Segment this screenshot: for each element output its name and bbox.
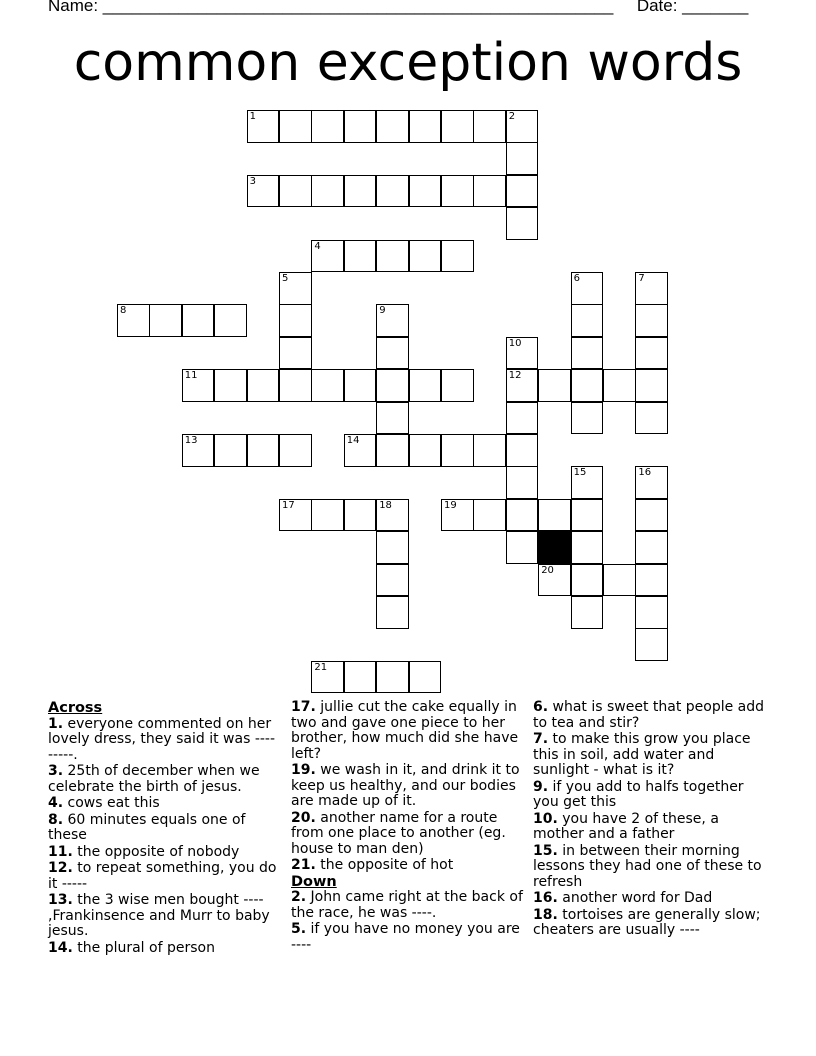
clue xyxy=(48,796,280,812)
clue-number: 9. xyxy=(533,778,549,795)
page-title: common exception words xyxy=(73,33,743,93)
clue-text: jullie cut the cake equally in two and gave one piece to her brother, how much did she have left? xyxy=(291,699,519,762)
grid-cell[interactable] xyxy=(571,272,604,305)
grid-cell[interactable] xyxy=(473,434,506,467)
clue xyxy=(48,717,280,764)
grid-cell[interactable] xyxy=(376,337,409,370)
clue-number: 10. xyxy=(533,810,558,827)
grid-cell[interactable] xyxy=(409,175,442,208)
clue-text: if you have no money you are ---- xyxy=(291,921,520,953)
grid-cell[interactable] xyxy=(441,240,474,273)
grid-cell[interactable] xyxy=(279,369,312,402)
cell-number: 15 xyxy=(573,467,587,479)
grid-cell[interactable] xyxy=(376,110,409,143)
clue xyxy=(48,845,280,861)
clue-number: 1. xyxy=(48,715,64,732)
clue xyxy=(291,858,523,874)
grid-cell[interactable] xyxy=(311,661,344,694)
grid-cell[interactable] xyxy=(506,434,539,467)
clue-text: John came right at the back of the race, he was ----. xyxy=(291,889,523,921)
clue-number: 12. xyxy=(48,860,73,876)
date-field[interactable]: Date: _______ xyxy=(636,0,749,15)
grid-cell[interactable] xyxy=(506,337,539,370)
cell-number: 7 xyxy=(638,273,645,284)
clue-text: 25th of december when we celebrate the birth of jesus. xyxy=(48,763,260,795)
grid-cell[interactable] xyxy=(506,207,539,240)
grid-cell[interactable] xyxy=(473,175,506,208)
grid-cell[interactable] xyxy=(376,175,409,208)
grid-cell[interactable] xyxy=(214,304,247,337)
grid-cell[interactable] xyxy=(279,175,312,208)
grid-cell[interactable] xyxy=(635,304,668,337)
grid-cell[interactable] xyxy=(538,564,571,597)
grid-cell[interactable] xyxy=(376,402,409,435)
clue-number: 6. xyxy=(533,699,549,715)
grid-cell[interactable] xyxy=(247,434,280,467)
clue-number: 3. xyxy=(48,763,64,779)
grid-cell[interactable] xyxy=(571,596,604,629)
clue-number: 19. xyxy=(291,762,316,778)
grid-cell[interactable] xyxy=(635,628,668,661)
grid-cell[interactable] xyxy=(571,499,604,532)
grid-cell[interactable] xyxy=(311,240,344,273)
grid-cell[interactable] xyxy=(344,240,377,273)
grid-cell[interactable] xyxy=(311,110,344,143)
cell-number: 11 xyxy=(184,370,198,382)
clue-number: 2. xyxy=(291,889,307,905)
clue xyxy=(48,941,280,957)
grid-cell[interactable] xyxy=(344,110,377,143)
grid-cell[interactable] xyxy=(279,272,312,305)
clue-number: 17. xyxy=(291,699,316,715)
clues-column-3 xyxy=(533,700,769,940)
grid-cell[interactable] xyxy=(376,304,409,337)
grid-cell[interactable] xyxy=(279,304,312,337)
grid-cell[interactable] xyxy=(344,434,377,467)
grid-cell[interactable] xyxy=(311,499,344,532)
clue xyxy=(291,922,523,953)
grid-cell[interactable] xyxy=(441,175,474,208)
cell-number: 6 xyxy=(573,273,580,284)
grid-cell[interactable] xyxy=(571,402,604,435)
clue-number: 16. xyxy=(533,890,558,906)
grid-cell[interactable] xyxy=(506,499,539,532)
grid-cell[interactable] xyxy=(311,369,344,402)
grid-cell[interactable] xyxy=(506,531,539,564)
clues-column-1 xyxy=(48,700,280,957)
clue-number: 14. xyxy=(48,939,73,956)
cell-number: 20 xyxy=(541,564,554,576)
clue-text: everyone commented on her lovely dress, they said it was ---------. xyxy=(48,715,276,763)
clue-number: 11. xyxy=(48,843,73,860)
grid-cell[interactable] xyxy=(506,142,539,175)
grid-cell[interactable] xyxy=(506,402,539,435)
grid-cell[interactable] xyxy=(344,369,377,402)
clue-text: what is sweet that people add to tea and stir? xyxy=(533,699,765,731)
clues-column-2 xyxy=(291,700,523,954)
grid-cell[interactable] xyxy=(311,175,344,208)
grid-cell[interactable] xyxy=(635,499,668,532)
grid-cell[interactable] xyxy=(376,369,409,402)
grid-cell[interactable] xyxy=(376,531,409,564)
clue xyxy=(48,861,280,892)
clue-number: 20. xyxy=(291,809,316,826)
clue-text: the opposite of hot xyxy=(315,857,454,873)
grid-cell[interactable] xyxy=(603,564,636,597)
grid-cell[interactable] xyxy=(344,661,377,694)
grid-cell[interactable] xyxy=(279,337,312,370)
cell-number: 2 xyxy=(508,111,516,122)
clue-text: another name for a route from one place to another (eg. house to man den) xyxy=(291,809,506,857)
grid-cell[interactable] xyxy=(441,499,474,532)
grid-cell[interactable] xyxy=(635,369,668,402)
clue xyxy=(533,700,769,731)
clue-number: 13. xyxy=(48,892,73,908)
grid-cell[interactable] xyxy=(635,402,668,435)
grid-cell[interactable] xyxy=(409,661,442,694)
clue xyxy=(533,732,769,779)
clue-text: another word for Dad xyxy=(557,890,713,906)
clue xyxy=(533,780,769,811)
grid-cell[interactable] xyxy=(376,434,409,467)
clue-number: 18. xyxy=(533,906,558,923)
grid-cell[interactable] xyxy=(571,337,604,370)
clue-text: the 3 wise men bought ---- ,Frankinsence and Murr to baby jesus. xyxy=(48,892,270,939)
grid-cell[interactable] xyxy=(473,110,506,143)
clue xyxy=(48,813,280,844)
cell-number: 17 xyxy=(282,499,295,511)
grid-cell[interactable] xyxy=(149,304,182,337)
grid-cell[interactable] xyxy=(635,564,668,597)
grid-cell[interactable] xyxy=(409,434,442,467)
grid-cell[interactable] xyxy=(538,499,571,532)
grid-cell[interactable] xyxy=(571,531,604,564)
grid-cell[interactable] xyxy=(376,240,409,273)
grid-cell[interactable] xyxy=(441,369,474,402)
clue-number: 7. xyxy=(533,731,549,747)
grid-cell[interactable] xyxy=(247,369,280,402)
clue xyxy=(291,890,523,921)
clue xyxy=(533,844,769,891)
grid-cell[interactable] xyxy=(344,175,377,208)
grid-cell[interactable] xyxy=(376,661,409,694)
clue-text: to repeat something, you do it ----- xyxy=(48,860,277,892)
grid-cell[interactable] xyxy=(182,304,215,337)
grid-cell[interactable] xyxy=(506,466,539,499)
clue-text: if you add to halfs together you get this xyxy=(533,778,744,810)
grid-cell[interactable] xyxy=(571,466,604,499)
cell-number: 13 xyxy=(184,435,198,446)
cell-number: 10 xyxy=(508,337,522,349)
grid-cell[interactable] xyxy=(571,564,604,597)
clue-number: 21. xyxy=(291,857,316,873)
clue xyxy=(291,700,523,762)
cell-number: 18 xyxy=(379,499,392,511)
clue-number: 5. xyxy=(291,921,307,937)
cell-number: 8 xyxy=(120,305,127,317)
grid-cell[interactable] xyxy=(279,499,312,532)
clue xyxy=(533,812,769,843)
grid-cell[interactable] xyxy=(635,466,668,499)
grid-cell[interactable] xyxy=(571,369,604,402)
grid-cell[interactable] xyxy=(506,369,539,402)
clue xyxy=(533,908,769,939)
cell-number: 14 xyxy=(346,435,360,446)
clue xyxy=(291,763,523,810)
cell-number: 21 xyxy=(314,661,328,673)
grid-cell[interactable] xyxy=(409,240,442,273)
grid-cell[interactable] xyxy=(279,110,312,143)
cell-number: 1 xyxy=(249,111,256,122)
clue xyxy=(48,893,280,940)
clue-text: we wash in it, and drink it to keep us healthy, and our bodies are made up of it. xyxy=(291,762,520,809)
grid-cell[interactable] xyxy=(182,369,215,402)
clue-text: the plural of person xyxy=(72,939,215,956)
grid-cell[interactable] xyxy=(409,110,442,143)
grid-cell[interactable] xyxy=(635,531,668,564)
clue-number: 8. xyxy=(48,811,64,828)
clue-text: the opposite of nobody xyxy=(72,843,240,860)
clue-text: 60 minutes equals one of these xyxy=(48,811,246,843)
grid-cell[interactable] xyxy=(441,110,474,143)
clue-text: in between their morning lessons they had one of these to refresh xyxy=(533,842,762,890)
grid-cell[interactable] xyxy=(506,175,539,208)
name-field[interactable]: Name: ______________________________________________________ xyxy=(48,0,614,15)
across-heading: Across xyxy=(48,700,103,716)
grid-cell[interactable] xyxy=(376,499,409,532)
cell-number: 3 xyxy=(249,175,256,187)
cell-number: 16 xyxy=(638,467,652,479)
grid-cell[interactable] xyxy=(344,499,377,532)
clue-text: you have 2 of these, a mother and a father xyxy=(533,810,719,842)
cell-number: 4 xyxy=(314,240,321,252)
grid-cell[interactable] xyxy=(635,272,668,305)
grid-cell[interactable] xyxy=(279,434,312,467)
grid-cell[interactable] xyxy=(506,110,539,143)
grid-cell[interactable] xyxy=(247,110,280,143)
grid-cell[interactable] xyxy=(214,434,247,467)
grid-cell[interactable] xyxy=(376,564,409,597)
grid-cell[interactable] xyxy=(603,369,636,402)
clue xyxy=(48,764,280,795)
grid-cell[interactable] xyxy=(538,369,571,402)
grid-cell[interactable] xyxy=(635,337,668,370)
clue-text: tortoises are generally slow; cheaters are usually ---- xyxy=(533,906,761,938)
cell-number: 9 xyxy=(379,305,386,317)
grid-cell[interactable] xyxy=(571,304,604,337)
grid-cell[interactable] xyxy=(376,596,409,629)
grid-cell[interactable] xyxy=(214,369,247,402)
clue-number: 15. xyxy=(533,842,558,859)
cell-number: 12 xyxy=(508,370,522,382)
down-heading: Down xyxy=(291,873,337,890)
clue-text: to make this grow you place this in soil, add water and sunlight - what is it? xyxy=(533,731,751,778)
grid-cell[interactable] xyxy=(117,304,150,337)
grid-cell[interactable] xyxy=(247,175,280,208)
black-cell xyxy=(538,531,571,564)
clue-number: 4. xyxy=(48,795,64,811)
clue xyxy=(291,811,523,858)
clue-text: cows eat this xyxy=(63,795,160,811)
grid-cell[interactable] xyxy=(409,369,442,402)
grid-cell[interactable] xyxy=(473,499,506,532)
cell-number: 19 xyxy=(444,499,457,511)
grid-cell[interactable] xyxy=(441,434,474,467)
cell-number: 5 xyxy=(282,273,289,284)
grid-cell[interactable] xyxy=(635,596,668,629)
grid-cell[interactable] xyxy=(182,434,215,467)
clue xyxy=(533,891,769,907)
